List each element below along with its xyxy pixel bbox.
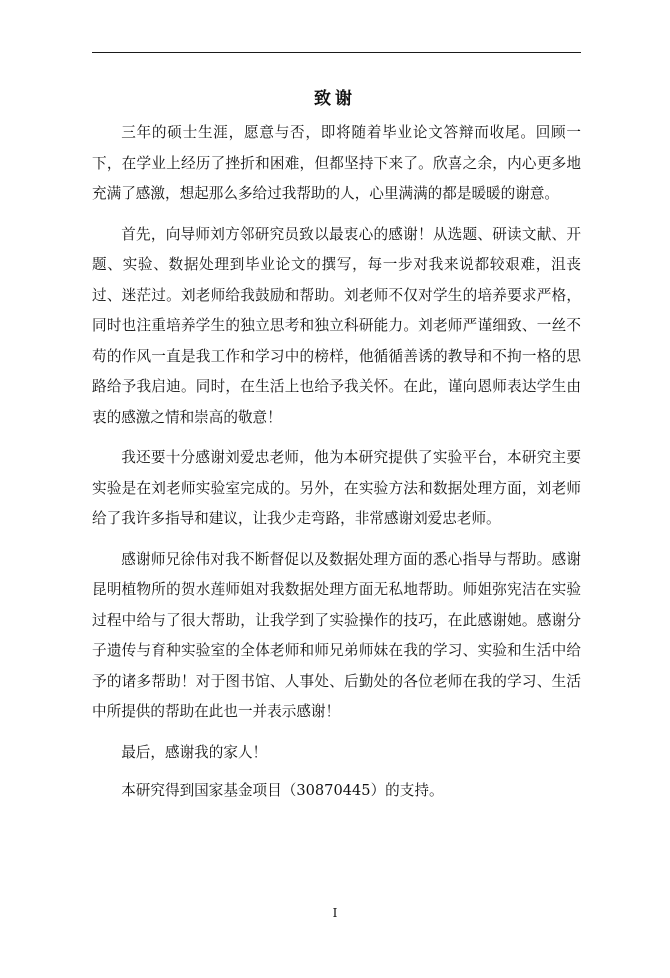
acknowledgement-body [92,118,581,817]
paragraph-lab-teacher: 我还要十分感谢刘爱忠老师，他为本研究提供了实验平台，本研究主要实验是在刘老师实验室完成的。另外，在实验方法和数据处理方面，刘老师给了我许多指导和建议，让我少走弯路，非常感谢刘爱忠老师。 [92,449,581,527]
paragraph-family: 最后，感谢我的家人！ [121,743,268,761]
page-title: 致谢 [314,89,356,109]
paragraph-colleagues: 感谢师兄徐伟对我不断督促以及数据处理方面的悉心指导与帮助。感谢昆明植物所的贺水莲师姐对我数据处理方面无私地帮助。师姐弥宪洁在实验过程中给与了很大帮助，让我学到了实验操作的技巧，在此感谢她。感谢分子遗传与育种实验室的全体老师和师兄弟师妹在我的学习、实验和生活中给予的诸多帮助！对于图书馆、人事处、后勤处的各位老师在我的学习、生活中所提供的帮助在此也一并表示感谢！ [92,550,581,720]
page-number: I [332,906,338,920]
paragraph-intro: 三年的硕士生涯，愿意与否，即将随着毕业论文答辩而收尾。回顾一下，在学业上经历了挫折和困难，但都坚持下来了。欣喜之余，内心更多地充满了感激，想起那么多给过我帮助的人，心里满满的都是暖暖的谢意。 [92,124,581,202]
paragraph-supervisor: 首先，向导师刘方邻研究员致以最衷心的感谢！从选题、研读文献、开题、实验、数据处理到毕业论文的撰写，每一步对我来说都较艰难，沮丧过、迷茫过。刘老师给我鼓励和帮助。刘老师不仅对学生的培养要求严格，同时也注重培养学生的独立思考和独立科研能力。刘老师严谨细致、一丝不苟的作风一直是我工作和学习中的榜样，他循循善诱的教导和不拘一格的思路给予我启迪。同时，在生活上也给予我关怀。在此，谨向恩师表达学生由衷的感激之情和崇高的敬意！ [92,225,581,426]
header-rule [92,52,581,53]
paragraph-funding: 本研究得到国家基金项目（30870445）的支持。 [121,782,444,799]
